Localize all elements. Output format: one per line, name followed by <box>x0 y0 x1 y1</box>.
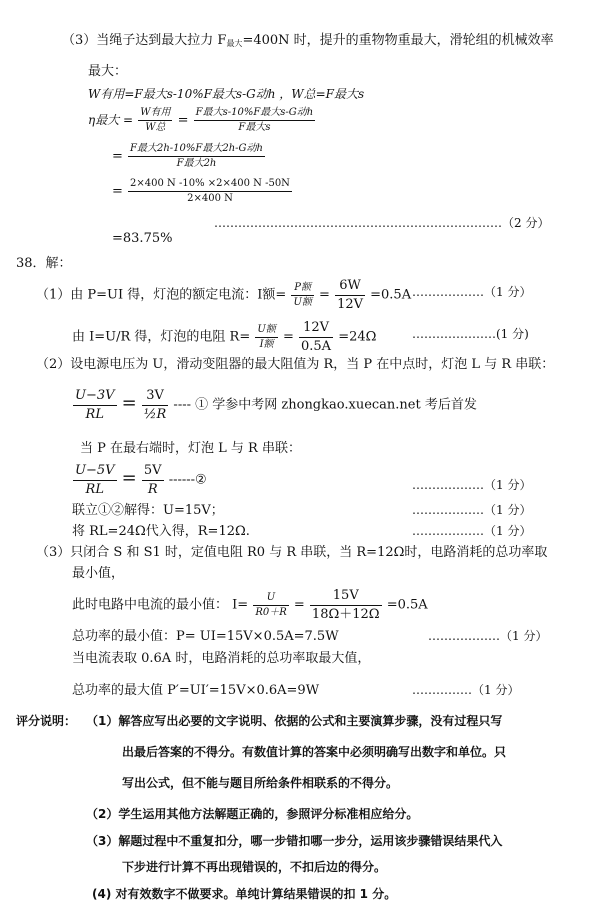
header-sub: 最大 <box>226 39 243 48</box>
p1-result: =0.5A <box>370 287 412 303</box>
eq1-frac <box>73 388 117 422</box>
part3-result: =83.75% <box>112 231 173 246</box>
solve2: 将 RL=24Ω代入得，R=12Ω. <box>72 524 250 539</box>
frac-num-num: 2×400 N -10% ×2×400 N -50N <box>128 178 292 192</box>
eta-row-1 <box>88 107 316 134</box>
frac-2h-num: F最大2h-10%F最大2h-G动h <box>128 143 265 157</box>
q38-p7: 总功率的最小值：P= UI=15V×0.5A=7.5W <box>72 629 339 644</box>
p6-text: 此时电路中电流的最小值： I= <box>72 597 249 613</box>
q38-part1b: 由 I=U/R 得，灯泡的电阻 R= $\frac{\text{U额}}{\text{I额}}$ = $\frac{12V}{0.5A}$ =24Ω <box>72 320 377 354</box>
frac-w-den: W总 <box>145 122 166 133</box>
eq-sign: = <box>112 184 123 199</box>
eq-sign: = <box>177 113 189 128</box>
scoring-item1c: 写出公式，但不能与题目所给条件相联系的不得分。 <box>122 776 399 790</box>
part3-score: ………………………………………………………………（2 分） <box>214 216 550 230</box>
eq2-tail: ------② <box>168 472 207 488</box>
p6-frac <box>253 592 288 619</box>
scoring-item4: (4) 对有效数字不做要求。单纯计算结果错误的扣 1 分。 <box>92 887 397 901</box>
scoring-item1b: 出最后答案的不得分。有数值计算的答案中必须明确写出数字和单位。只 <box>122 745 507 759</box>
p1-score: ………………（1 分） <box>412 285 532 299</box>
p2-result: =24Ω <box>338 329 377 345</box>
w-useful-formula: W有用=F最大s-10%F最大s-G动h ，W总=F最大s <box>88 87 365 101</box>
eq-sign: = <box>112 149 123 164</box>
eq1: $\frac{U-3V}{RL}$ = $\frac{3V}{\text{½R}}$ ---- ① 学参中考网 zhongkao.xuecan.net 考后首发 <box>75 388 477 422</box>
q38-part2: （2）设电源电压为 U，滑动变阻器的最大阻值为 R，当 P 在中点时，灯泡 L 与 R 串联： <box>36 357 555 372</box>
p6-result: =0.5A <box>386 597 428 613</box>
eq1-num: U−3V <box>73 388 117 406</box>
frac-num <box>128 178 292 205</box>
p1-frac <box>291 282 313 309</box>
p2-frac2-den: 0.5A <box>301 338 332 354</box>
solve2-score: ………………（1 分） <box>412 524 532 538</box>
scoring-item3b: 下步进行计算不再出现错误的，不扣后边的得分。 <box>122 860 387 874</box>
scoring-label: 评分说明： <box>16 714 77 728</box>
q38-part1: （1）由 P=UI 得，灯泡的额定电流：I额= $\frac{\text{P额}}{\text{U额}}$ = $\frac{6W}{12V}$ =0.5A <box>36 278 412 312</box>
p9-score: ……………（1 分） <box>412 683 520 697</box>
scoring-item1a: （1）解答应写出必要的文字说明、依据的公式和主要演算步骤，没有过程只写 <box>86 714 503 728</box>
solve1-score: ………………（1 分） <box>412 503 532 517</box>
p1-frac2-num: 6W <box>335 278 365 296</box>
scoring-item3a: （3）解题过程中不重复扣分，哪一步错扣哪一步分，运用该步骤错误结果代入 <box>86 834 503 848</box>
eta-label: η最大 = <box>88 113 134 127</box>
eq2-num: U−5V <box>73 463 117 481</box>
frac-f-den: F最大s <box>238 122 271 133</box>
eq2-den2: R <box>147 481 158 497</box>
q38-title: 38．解： <box>16 256 72 271</box>
eq1-den: RL <box>85 406 104 422</box>
p6-num2: 15V <box>310 588 382 606</box>
part3-line2: 最大： <box>88 64 128 79</box>
eq1-den2: ½R <box>143 406 167 422</box>
p2-frac <box>255 324 277 351</box>
header-tail: =400N 时，提升的重物物重最大，滑轮组的机械效率 <box>242 33 554 48</box>
p2-frac2 <box>299 320 333 354</box>
scoring-item2: （2）学生运用其他方法解题正确的，参照评分标准相应给分。 <box>86 807 419 821</box>
eq1-tail: ---- ① 学参中考网 zhongkao.xuecan.net 考后首发 <box>173 397 477 413</box>
eq2-den: RL <box>85 481 104 497</box>
p1-frac2-den: 12V <box>337 296 363 312</box>
q38-p4: 当 P 在最右端时，灯泡 L 与 R 串联： <box>80 441 301 456</box>
solve1: 联立①②解得：U=15V； <box>72 503 224 518</box>
p1-frac-num: P额 <box>291 282 313 296</box>
p2-frac2-num: 12V <box>299 320 333 338</box>
p1-frac2 <box>335 278 365 312</box>
p2-frac-den: I额 <box>259 338 274 350</box>
frac-w-num: W有用 <box>138 107 172 121</box>
q38-part3-line2: 最小值， <box>72 566 125 581</box>
eq1-frac2 <box>142 388 168 422</box>
p7-score: ………………（1 分） <box>428 629 548 643</box>
p1-text: （1）由 P=UI 得，灯泡的额定电流：I额= <box>36 287 287 303</box>
p2-score: …………………(1 分) <box>412 327 529 341</box>
eq2-num2: 5V <box>142 463 164 481</box>
eq2-score: ………………（1 分） <box>412 478 532 492</box>
frac-2h-den: F最大2h <box>176 158 217 169</box>
frac-w <box>138 107 172 134</box>
q38-p9: 总功率的最大值 P′=UI′=15V×0.6A=9W <box>72 683 320 698</box>
part3-header <box>62 33 554 49</box>
p6-den2: 18Ω＋12Ω <box>311 606 380 622</box>
eta-row-3 <box>112 178 293 205</box>
eq2-frac2 <box>142 463 164 497</box>
p6-frac2 <box>310 588 382 622</box>
frac-f-num: F最大s-10%F最大s-G动h <box>194 107 316 121</box>
eq1-num2: 3V <box>142 388 168 406</box>
p6-num: U <box>253 592 288 606</box>
p6-den: R0＋R <box>255 606 287 618</box>
p1-frac-den: U额 <box>293 296 312 308</box>
q38-p6: 此时电路中电流的最小值： I= $\frac{U}{R0+R}$ = $\frac{15V}{18\Omega+12\Omega}$ =0.5A <box>72 588 428 622</box>
eta-row-2 <box>112 143 266 170</box>
frac-f <box>194 107 316 134</box>
p2-text: 由 I=U/R 得，灯泡的电阻 R= <box>72 329 251 345</box>
q38-p8: 当电流表取 0.6A 时，电路消耗的总功率取最大值， <box>72 651 371 666</box>
eq2-frac <box>73 463 117 497</box>
eq2: $\frac{U-5V}{RL}$ = $\frac{5V}{R}$ ------② <box>75 463 207 497</box>
frac-2h <box>128 143 265 170</box>
q38-part3: （3）只闭合 S 和 S1 时，定值电阻 R0 与 R 串联，当 R=12Ω时，电路消耗的总功率取 <box>36 545 548 560</box>
header-text: （3）当绳子达到最大拉力 F <box>62 33 227 48</box>
p2-frac-num: U额 <box>255 324 277 338</box>
frac-num-den: 2×400 N <box>187 193 233 204</box>
